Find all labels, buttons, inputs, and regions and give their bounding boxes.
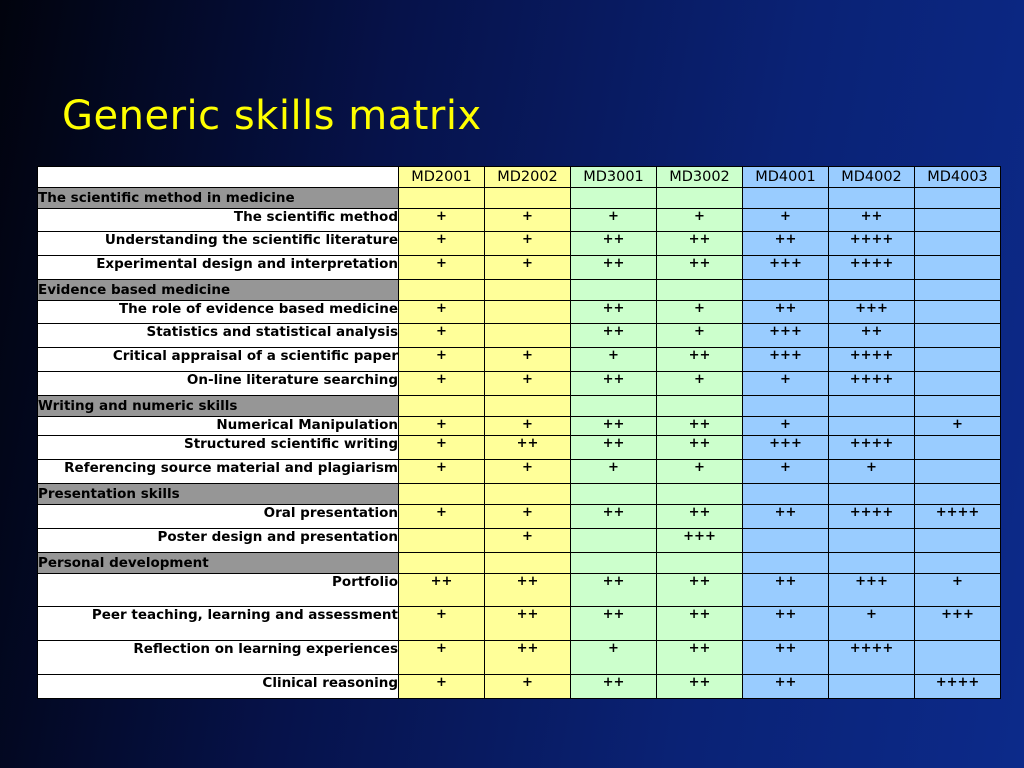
rating-cell: +	[657, 372, 743, 396]
rating-cell: ++	[571, 372, 657, 396]
table-row	[38, 256, 1001, 280]
rating-cell: +	[399, 417, 485, 436]
rating-cell: ++	[657, 436, 743, 460]
rating-cell: +	[399, 324, 485, 348]
rating-cell: ++	[829, 209, 915, 232]
table-row	[38, 607, 1001, 641]
rating-cell: +	[829, 607, 915, 641]
section-header-row	[38, 553, 1001, 574]
rating-cell: ++	[571, 574, 657, 607]
rating-cell: ++	[743, 607, 829, 641]
section-empty-cell	[915, 396, 1001, 417]
section-empty-cell	[485, 553, 571, 574]
section-empty-cell	[399, 188, 485, 209]
rating-cell: ++	[657, 417, 743, 436]
rating-cell: +	[743, 209, 829, 232]
section-empty-cell	[829, 484, 915, 505]
rating-cell: +	[399, 232, 485, 256]
rating-cell: ++	[657, 574, 743, 607]
table-row	[38, 232, 1001, 256]
section-header-row	[38, 396, 1001, 417]
column-header: MD2002	[485, 167, 571, 188]
rating-cell: +	[399, 641, 485, 675]
section-empty-cell	[743, 553, 829, 574]
rating-cell: +	[829, 460, 915, 484]
rating-cell: ++	[657, 232, 743, 256]
rating-cell: ++++	[915, 505, 1001, 529]
table-row	[38, 436, 1001, 460]
rating-cell	[829, 417, 915, 436]
section-header-row	[38, 484, 1001, 505]
rating-cell: +	[657, 324, 743, 348]
section-empty-cell	[485, 484, 571, 505]
rating-cell: ++++	[829, 436, 915, 460]
rating-cell: ++	[657, 641, 743, 675]
section-label: Personal development	[38, 553, 399, 574]
section-empty-cell	[657, 396, 743, 417]
section-header-row	[38, 280, 1001, 301]
rating-cell: ++	[657, 505, 743, 529]
rating-cell: ++	[571, 417, 657, 436]
skill-label: Referencing source material and plagiarism	[38, 460, 399, 484]
rating-cell: +	[399, 301, 485, 324]
section-label: The scientific method in medicine	[38, 188, 399, 209]
rating-cell	[915, 324, 1001, 348]
rating-cell: ++	[571, 436, 657, 460]
rating-cell: ++++	[829, 641, 915, 675]
section-label: Writing and numeric skills	[38, 396, 399, 417]
section-empty-cell	[399, 553, 485, 574]
rating-cell: ++	[399, 574, 485, 607]
table-row	[38, 529, 1001, 553]
rating-cell: +++	[743, 324, 829, 348]
skill-label: Clinical reasoning	[38, 675, 399, 699]
rating-cell: +++	[657, 529, 743, 553]
skill-label: Peer teaching, learning and assessment	[38, 607, 399, 641]
section-empty-cell	[829, 396, 915, 417]
section-empty-cell	[743, 484, 829, 505]
section-empty-cell	[915, 553, 1001, 574]
section-empty-cell	[485, 188, 571, 209]
column-header: MD4001	[743, 167, 829, 188]
rating-cell	[485, 324, 571, 348]
skills-matrix-table	[37, 166, 1001, 699]
section-label: Presentation skills	[38, 484, 399, 505]
rating-cell: +++	[743, 348, 829, 372]
rating-cell: +	[657, 460, 743, 484]
rating-cell: ++	[485, 574, 571, 607]
skill-label: Structured scientific writing	[38, 436, 399, 460]
rating-cell: +	[571, 348, 657, 372]
rating-cell: +	[399, 607, 485, 641]
rating-cell: +	[485, 209, 571, 232]
rating-cell: +	[399, 256, 485, 280]
section-empty-cell	[829, 280, 915, 301]
skill-label: Reflection on learning experiences	[38, 641, 399, 675]
table-row	[38, 460, 1001, 484]
column-header: MD4002	[829, 167, 915, 188]
section-empty-cell	[571, 280, 657, 301]
table-row	[38, 675, 1001, 699]
table-row	[38, 417, 1001, 436]
section-empty-cell	[657, 280, 743, 301]
section-empty-cell	[743, 280, 829, 301]
rating-cell: +	[657, 209, 743, 232]
rating-cell: +	[915, 417, 1001, 436]
section-empty-cell	[571, 188, 657, 209]
table-row	[38, 505, 1001, 529]
rating-cell: +	[915, 574, 1001, 607]
section-label: Evidence based medicine	[38, 280, 399, 301]
rating-cell: +++	[915, 607, 1001, 641]
column-header: MD2001	[399, 167, 485, 188]
rating-cell: +	[399, 505, 485, 529]
rating-cell	[915, 372, 1001, 396]
rating-cell: ++++	[829, 505, 915, 529]
section-header-row	[38, 188, 1001, 209]
rating-cell: +++	[743, 256, 829, 280]
rating-cell: ++	[657, 675, 743, 699]
slide-title: Generic skills matrix	[62, 93, 482, 139]
section-empty-cell	[915, 484, 1001, 505]
section-empty-cell	[915, 188, 1001, 209]
skill-label: Oral presentation	[38, 505, 399, 529]
rating-cell: ++++	[829, 232, 915, 256]
table-row	[38, 209, 1001, 232]
column-header: MD3001	[571, 167, 657, 188]
rating-cell: +	[485, 372, 571, 396]
table-row	[38, 372, 1001, 396]
rating-cell: ++	[571, 256, 657, 280]
rating-cell: ++	[571, 232, 657, 256]
rating-cell: ++	[743, 574, 829, 607]
rating-cell	[829, 529, 915, 553]
rating-cell: +	[399, 675, 485, 699]
rating-cell: ++++	[829, 256, 915, 280]
skill-label: Experimental design and interpretation	[38, 256, 399, 280]
rating-cell	[915, 348, 1001, 372]
rating-cell	[915, 641, 1001, 675]
rating-cell	[399, 529, 485, 553]
skill-label: Numerical Manipulation	[38, 417, 399, 436]
rating-cell: ++	[743, 675, 829, 699]
rating-cell: +++	[743, 436, 829, 460]
rating-cell: +	[743, 460, 829, 484]
section-empty-cell	[829, 188, 915, 209]
section-empty-cell	[743, 396, 829, 417]
rating-cell: +	[485, 256, 571, 280]
rating-cell: +	[399, 209, 485, 232]
table-row	[38, 348, 1001, 372]
section-empty-cell	[485, 280, 571, 301]
rating-cell	[829, 675, 915, 699]
skill-label: The role of evidence based medicine	[38, 301, 399, 324]
rating-cell: +	[485, 460, 571, 484]
skill-label: Portfolio	[38, 574, 399, 607]
section-empty-cell	[571, 553, 657, 574]
section-empty-cell	[399, 396, 485, 417]
rating-cell	[915, 232, 1001, 256]
section-empty-cell	[657, 553, 743, 574]
rating-cell: +	[399, 460, 485, 484]
rating-cell	[571, 529, 657, 553]
rating-cell: +	[399, 372, 485, 396]
section-empty-cell	[399, 280, 485, 301]
rating-cell	[915, 436, 1001, 460]
rating-cell: ++	[743, 641, 829, 675]
rating-cell	[915, 256, 1001, 280]
rating-cell: ++	[657, 607, 743, 641]
skill-label: Statistics and statistical analysis	[38, 324, 399, 348]
section-empty-cell	[829, 553, 915, 574]
rating-cell: +	[657, 301, 743, 324]
table-row	[38, 324, 1001, 348]
section-empty-cell	[915, 280, 1001, 301]
rating-cell: ++	[743, 301, 829, 324]
rating-cell: ++	[571, 324, 657, 348]
rating-cell: +	[571, 641, 657, 675]
rating-cell: ++	[571, 607, 657, 641]
rating-cell: ++	[485, 607, 571, 641]
rating-cell: ++++	[829, 372, 915, 396]
rating-cell: +	[743, 372, 829, 396]
column-header: MD3002	[657, 167, 743, 188]
skill-label: Understanding the scientific literature	[38, 232, 399, 256]
rating-cell: +	[485, 348, 571, 372]
matrix-body	[38, 188, 1001, 699]
table-row	[38, 641, 1001, 675]
rating-cell: ++++	[915, 675, 1001, 699]
table-row	[38, 574, 1001, 607]
rating-cell	[915, 460, 1001, 484]
rating-cell: ++	[657, 256, 743, 280]
rating-cell: +	[571, 460, 657, 484]
table-row	[38, 301, 1001, 324]
rating-cell: ++	[657, 348, 743, 372]
rating-cell: ++	[571, 675, 657, 699]
skill-label: The scientific method	[38, 209, 399, 232]
skill-label: Poster design and presentation	[38, 529, 399, 553]
section-empty-cell	[657, 484, 743, 505]
rating-cell: ++	[571, 301, 657, 324]
skill-label: On-line literature searching	[38, 372, 399, 396]
rating-cell: ++	[743, 505, 829, 529]
rating-cell: ++	[743, 232, 829, 256]
rating-cell: +++	[829, 574, 915, 607]
rating-cell	[915, 529, 1001, 553]
skill-label: Critical appraisal of a scientific paper	[38, 348, 399, 372]
rating-cell: ++	[829, 324, 915, 348]
rating-cell: +	[485, 232, 571, 256]
rating-cell	[743, 529, 829, 553]
header-corner-cell	[38, 167, 399, 188]
section-empty-cell	[399, 484, 485, 505]
rating-cell: ++	[571, 505, 657, 529]
rating-cell: +	[399, 436, 485, 460]
section-empty-cell	[743, 188, 829, 209]
rating-cell: +	[399, 348, 485, 372]
rating-cell: +	[485, 417, 571, 436]
section-empty-cell	[485, 396, 571, 417]
rating-cell: +	[571, 209, 657, 232]
rating-cell: +	[743, 417, 829, 436]
rating-cell: +	[485, 505, 571, 529]
rating-cell: +	[485, 529, 571, 553]
rating-cell: ++	[485, 641, 571, 675]
rating-cell	[915, 301, 1001, 324]
section-empty-cell	[571, 484, 657, 505]
rating-cell: ++++	[829, 348, 915, 372]
rating-cell	[485, 301, 571, 324]
rating-cell: ++	[485, 436, 571, 460]
rating-cell	[915, 209, 1001, 232]
section-empty-cell	[657, 188, 743, 209]
section-empty-cell	[571, 396, 657, 417]
rating-cell: +	[485, 675, 571, 699]
header-row	[38, 167, 1001, 188]
column-header: MD4003	[915, 167, 1001, 188]
rating-cell: +++	[829, 301, 915, 324]
